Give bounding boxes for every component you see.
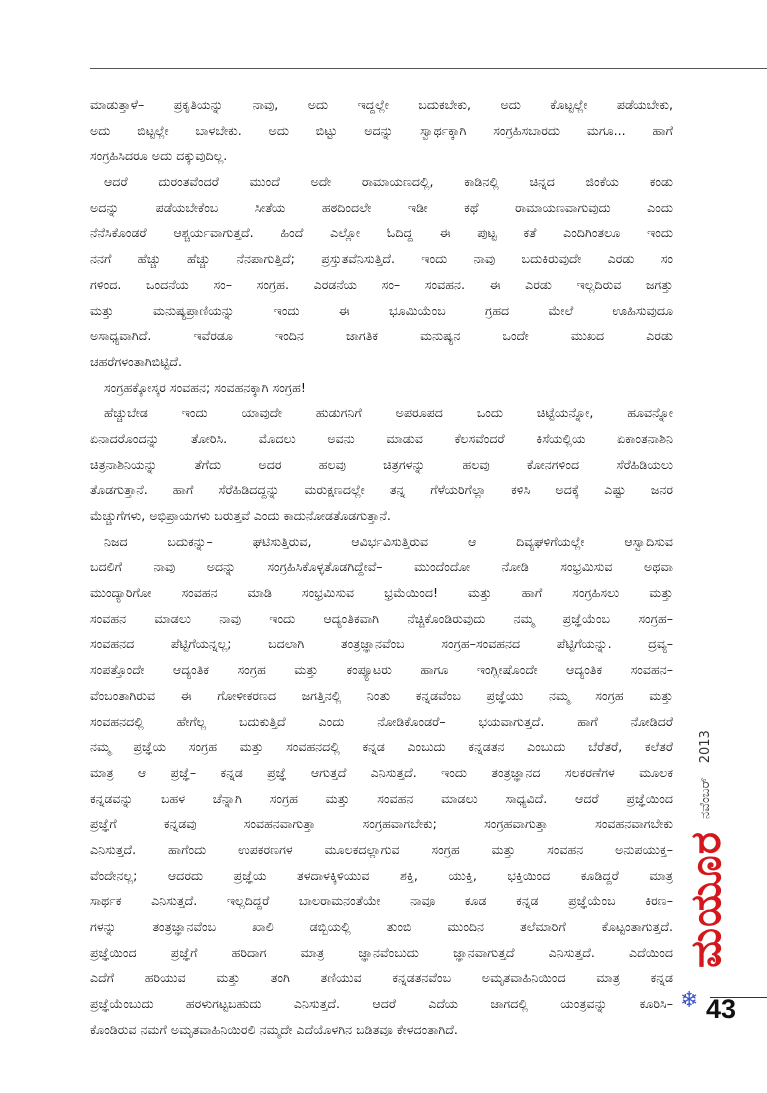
text-line: ಸಂಗ್ರಹಿಸಿದರೂ ಅದು ದಕ್ಕುವುದಿಲ್ಲ. [90,148,228,164]
text-line: ಸಂವಹನ ಮಾಡಲು ನಾವು ಇಂದು ಆದ್ಯಂತಿಕವಾಗಿ ನೆಚ್ಚಿಕೊಂಡಿರುವುದು ನಮ್ಮ ಪ್ರಜ್ಞೆಯೆಂಬ ಸಂಗ್ರಹ– [90,610,673,626]
text-line: ಮೆಚ್ಚುಗೆಗಳು, ಅಭಿಪ್ರಾಯಗಳು ಬರುತ್ತವೆ ಎಂದು ಕಾದುನೋಡತೊಡಗುತ್ತಾನೆ. [90,508,391,523]
text-line: ಬದಲಿಗೆ ನಾವು ಅದನ್ನು ಸಂಗ್ರಹಿಸಿಕೊಳ್ಳತೊಡಗಿದ್ದೇವೆ– ಮುಂದೆಂದೋ ನೋಡಿ ಸಂಭ್ರಮಿಸುವ ಅಥವಾ [90,559,673,575]
text-line: ವೆಂಬಂತಾಗಿರುವ ಈ ಗೋಳೀಕರಣದ ಜಗತ್ತಿನಲ್ಲಿ ನಿಂತು ಕನ್ನಡವೆಂಬ ಪ್ರಜ್ಞೆಯು ನಮ್ಮ ಸಂಗ್ರಹ ಮತ್ತು [90,687,673,703]
text-line: ಮತ್ತು ಮನುಷ್ಯಪ್ರಾಣಿಯನ್ನು ಇಂದು ಈ ಭೂಮಿಯೆಂಬ ಗ್ರಹದ ಮೇಲೆ ಊಹಿಸುವುದೂ [90,302,673,318]
text-line: ಅದನ್ನು ಪಡೆಯಬೇಕೆಂಬ ಸೀತೆಯ ಹಠದಿಂದಲೇ ಇಡೀ ಕಥೆ ರಾಮಾಯಣವಾಗುವುದು ಎಂದು [90,199,673,215]
text-line: ಸಂವಹನದಲ್ಲಿ ಹೇಗೆಲ್ಲ ಬದುಕುತ್ತಿದೆ ಎಂದು ನೋಡಿಕೊಂಡರೆ– ಭಯವಾಗುತ್ತದೆ. ಹಾಗೆ ನೋಡಿದರೆ [90,713,673,729]
text-line: ಸಾರ್ಥಕ ಎನಿಸುತ್ತದೆ. ಇಲ್ಲದಿದ್ದರೆ ಬಾಲರಾಮನಂತೆಯೇ ನಾವೂ ಕೂಡ ಕನ್ನಡ ಪ್ರಜ್ಞೆಯೆಂಬ ಕಿರಣ– [90,893,673,909]
text-line: ಹೆಚ್ಚುಬೇಡ ಇಂದು ಯಾವುದೇ ಹುಡುಗನಿಗೆ ಅಪರೂಪದ ಒಂದು ಚಿಟ್ಟೆಯನ್ನೋ, ಹೂವನ್ನೋ [104,405,673,421]
text-line: ಪ್ರಜ್ಞೆಯಿಂದ ಪ್ರಜ್ಞೆಗೆ ಹರಿದಾಗ ಮಾತ್ರ ಜ್ಞಾನವೆಂಬುದು ಜ್ಞಾನವಾಗುತ್ತದೆ ಎನಿಸುತ್ತದೆ. ಎದೆಯಿಂದ [90,944,673,960]
text-line: ನಮ್ಮ ಪ್ರಜ್ಞೆಯ ಸಂಗ್ರಹ ಮತ್ತು ಸಂವಹನದಲ್ಲಿ ಕನ್ನಡ ಎಂಬುದು ಕನ್ನಡತನ ಎಂಬುದು ಬೆರೆತರೆ, ಕಲೆತರೆ [90,739,673,755]
page-number: 43 [706,994,737,1024]
text-line: ನನಗೆ ಹೆಚ್ಚು ಹೆಚ್ಚು ನೆನಪಾಗುತ್ತಿದೆ; ಪ್ರಸ್ತುತವೆನಿಸುತ್ತಿದೆ. ಇಂದು ನಾವು ಬದುಕಿರುವುದೇ ಎರಡು ಸಂ [90,251,673,267]
text-line: ಕೊಂಡಿರುವ ನಮಗೆ ಅಮೃತವಾಹಿನಿಯಿರಲಿ ನಮ್ಮದೇ ಎದೆಯೊಳಗಿನ ಬಡಿತವೂ ಕೇಳದಂತಾಗಿದೆ. [90,1021,458,1037]
text-line: ನಿಜದ ಬದುಕನ್ನು– ಘಟಿಸುತ್ತಿರುವ, ಆವಿರ್ಭವಿಸುತ್ತಿರುವ ಆ ದಿವ್ಯಘಳಿಗೆಯಲ್ಲೇ ಆಸ್ವಾದಿಸುವ [104,533,673,549]
text-line: ಅದು ಬಿಟ್ಟಲ್ಲೇ ಬಾಳಬೇಕು. ಅದು ಬಿಟ್ಟು ಅದನ್ನು ಸ್ವಾರ್ಥಕ್ಕಾಗಿ ಸಂಗ್ರಹಿಸಬಾರದು ಮಗೂ... ಹಾಗೆ [90,122,673,138]
article-body [90,92,673,1042]
text-line: ಪ್ರಜ್ಞೆಯೆಂಬುದು ಹರಳುಗಟ್ಟಬಹುದು ಎನಿಸುತ್ತದೆ. ಆದರೆ ಎದೆಯ ಜಾಗದಲ್ಲಿ ಯಂತ್ರವನ್ನು ಕೂರಿಸಿ– [90,996,673,1012]
text-line: ಗಳಿಂದ. ಒಂದನೆಯ ಸಂ– ಸಂಗ್ರಹ. ಎರಡನೆಯ ಸಂ– ಸಂವಹನ. ಈ ಎರಡು ಇಲ್ಲದಿರುವ ಜಗತ್ತು [90,276,673,292]
text-line: ಪ್ರಜ್ಞೆಗೆ ಕನ್ನಡವು ಸಂವಹನವಾಗುತ್ತಾ ಸಂಗ್ರಹವಾಗಬೇಕು; ಸಂಗ್ರಹವಾಗುತ್ತಾ ಸಂವಹನವಾಗಬೇಕು [90,816,673,832]
issue-year: 2013 [698,730,713,764]
masthead-vertical [681,730,730,968]
text-line: ಕನ್ನಡವನ್ನು ಬಹಳ ಚೆನ್ನಾಗಿ ಸಂಗ್ರಹ ಮತ್ತು ಸಂವಹನ ಮಾಡಲು ಸಾಧ್ಯವಿದೆ. ಆದರೆ ಪ್ರಜ್ಞೆಯಿಂದ [90,790,673,806]
text-line: ಸಂವಹನದ ಪೆಟ್ಟಿಗೆಯನ್ನಲ್ಲ; ಬದಲಾಗಿ ತಂತ್ರಜ್ಞಾನವೆಂಬ ಸಂಗ್ರಹ–ಸಂವಹನದ ಪೆಟ್ಟಿಗೆಯನ್ನು. ದ್ರವ್ಯ– [90,636,673,652]
text-line: ಎನಿಸುತ್ತದೆ. ಹಾಗೆಂದು ಉಪಕರಣಗಳ ಮೂಲಕದಲ್ಲಾಗುವ ಸಂಗ್ರಹ ಮತ್ತು ಸಂವಹನ ಅನುಪಯುಕ್ತ– [90,841,673,857]
text-line: ವೆಂದೇನಲ್ಲ; ಆದರದು ಪ್ರಜ್ಞೆಯ ತಳದಾಳಕ್ಕಿಳಿಯುವ ಶಕ್ತಿ, ಯುಕ್ತಿ, ಭಕ್ತಿಯಿಂದ ಕೂಡಿದ್ದರೆ ಮಾತ್ರ [90,867,673,883]
text-line: ಚಹರೆಗಳಂತಾಗಿಬಿಟ್ಟಿದೆ. [90,353,182,369]
snowflake-icon: ❄ [680,988,699,1013]
text-line: ಮಾಡುತ್ತಾಳೆ– ಪ್ರಕೃತಿಯನ್ನು ನಾವು, ಅದು ಇದ್ದಲ್ಲೇ ಬದುಕಬೇಕು, ಅದು ಕೊಟ್ಟಲ್ಲೇ ಪಡೆಯಬೇಕು, [90,97,673,112]
text-line: ಸಂಗ್ರಹಕ್ಕೋಸ್ಕರ ಸಂವಹನ; ಸಂವಹನಕ್ಕಾಗಿ ಸಂಗ್ರಹ! [104,379,306,395]
issue-month: ನವೆಂಬರ್ [698,777,713,820]
text-line: ಎದೆಗೆ ಹರಿಯುವ ಮತ್ತು ತಂಗಿ ತಣಿಯುವ ಕನ್ನಡತನವೆಂಬ ಅಮೃತವಾಹಿನಿಯಿಂದ ಮಾತ್ರ ಕನ್ನಡ [90,970,673,986]
text-line: ಗಳನ್ನು ತಂತ್ರಜ್ಞಾನವೆಂಬ ಖಾಲಿ ಡಬ್ಬಿಯಲ್ಲಿ ತುಂಬಿ ಮುಂದಿನ ತಲೆಮಾರಿಗೆ ಕೊಟ್ಟಂತಾಗುತ್ತದೆ. [90,919,673,934]
text-line: ಅಸಾಧ್ಯವಾಗಿದೆ. ಇವೆರಡೂ ಇಂದಿನ ಜಾಗತಿಕ ಮನುಷ್ಯನ ಒಂದೇ ಮುಖದ ಎರಡು [90,328,673,344]
magazine-title: ಮಯೂರ [681,831,730,968]
text-line: ಮುಂದ್ಯಾರಿಗೋ ಸಂವಹನ ಮಾಡಿ ಸಂಭ್ರಮಿಸುವ ಭ್ರಮೆಯಿಂದ! ಮತ್ತು ಹಾಗೆ ಸಂಗ್ರಹಿಸಲು ಮತ್ತು [90,585,673,601]
text-line: ನೆನೆಸಿಕೊಂಡರೆ ಆಶ್ಚರ್ಯವಾಗುತ್ತದೆ. ಹಿಂದೆ ಎಲ್ಲೋ ಓದಿದ್ದ ಈ ಪುಟ್ಟ ಕತೆ ಎಂದಿಗಿಂತಲೂ ಇಂದು [90,225,673,241]
text-line: ಆದರೆ ದುರಂತವೆಂದರೆ ಮುಂದೆ ಅದೇ ರಾಮಾಯಣದಲ್ಲಿ, ಕಾಡಿನಲ್ಲಿ ಚಿನ್ನದ ಜಿಂಕೆಯ ಕಂಡು [104,174,673,190]
text-line: ಸಂಪತ್ತೊಂದೇ ಆದ್ಯಂತಿಕ ಸಂಗ್ರಹ ಮತ್ತು ಕಂಪ್ಯೂಟರು ಹಾಗೂ ಇಂಗ್ಲೀಷೊಂದೇ ಆದ್ಯಂತಿಕ ಸಂವಹನ– [90,662,673,678]
text-line: ಚಿತ್ರನಾಶಿನಿಯನ್ನು ತೆಗೆದು ಅದರ ಹಲವು ಚಿತ್ರಗಳನ್ನು ಹಲವು ಕೋನಗಳಿಂದ ಸೆರೆಹಿಡಿಯಲು [90,456,673,472]
text-line: ತೊಡಗುತ್ತಾನೆ. ಹಾಗೆ ಸೆರೆಹಿಡಿದದ್ದನ್ನು ಮರುಕ್ಷಣದಲ್ಲೇ ತನ್ನ ಗೆಳೆಯರಿಗೆಲ್ಲಾ ಕಳಿಸಿ ಅದಕ್ಕೆ ಎಷ್ಟು ಜನರ [90,482,673,498]
text-line: ಮಾತ್ರ ಆ ಪ್ರಜ್ಞೆ– ಕನ್ನಡ ಪ್ರಜ್ಞೆ ಆಗುತ್ತದೆ ಎನಿಸುತ್ತದೆ. ಇಂದು ತಂತ್ರಜ್ಞಾನದ ಸಲಕರಣೆಗಳ ಮೂಲಕ [90,764,673,780]
header-rule [90,68,767,69]
text-line: ಏನಾದರೊಂದನ್ನು ತೋರಿಸಿ. ಮೊದಲು ಅವನು ಮಾಡುವ ಕೆಲಸವೆಂದರೆ ಕಿಸೆಯಲ್ಲಿಯ ಏಕಾಂತನಾಶಿನಿ [90,430,673,446]
